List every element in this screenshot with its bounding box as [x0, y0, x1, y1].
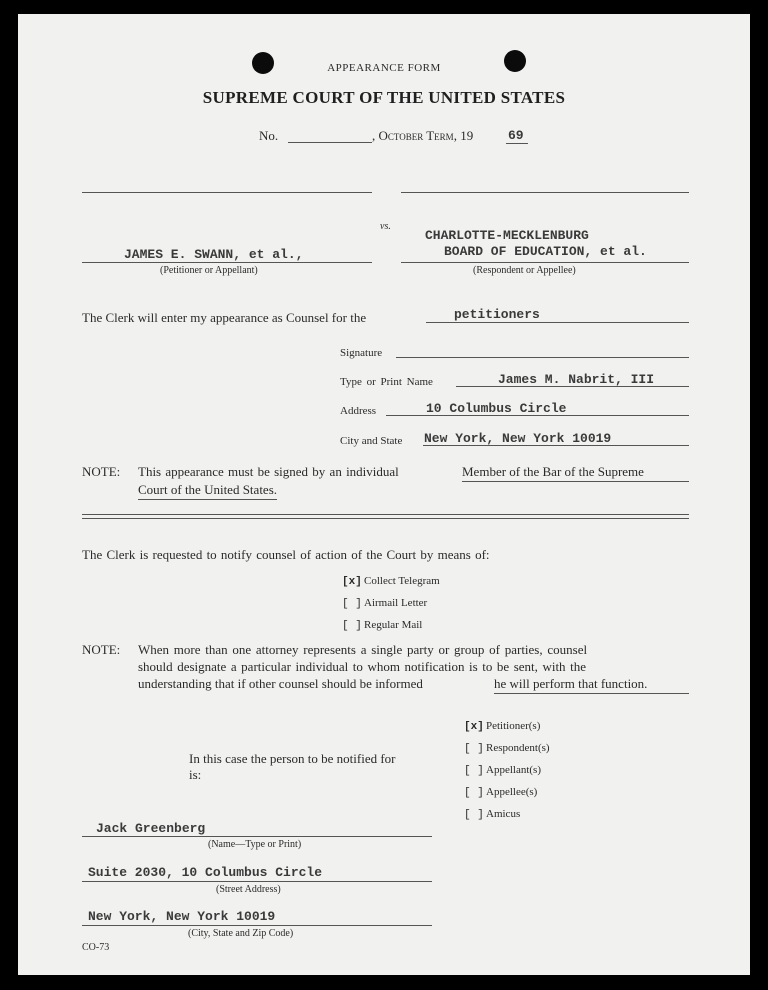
address-label: Address — [340, 405, 377, 417]
signature-line — [396, 357, 689, 358]
print-name-label: Type or Print Name — [340, 376, 433, 388]
petitioner-option-label: Petitioner(s) — [486, 720, 541, 732]
telegram-label: Collect Telegram — [364, 575, 440, 587]
notify-option-regular-mail[interactable] — [342, 613, 422, 632]
address-line — [386, 415, 689, 416]
respondent-name-line — [401, 262, 689, 263]
address-value: 10 Columbus Circle — [426, 401, 567, 416]
notify-intro: The Clerk is requested to notify counsel of action of the Court by means of: — [82, 547, 490, 562]
petitioner-name-line — [82, 262, 372, 263]
note2-line3-b: he will perform that function. — [494, 676, 689, 694]
petitioner-checkbox[interactable]: [x] — [464, 721, 484, 733]
party-option-respondent[interactable] — [464, 736, 550, 755]
term-year: 69 — [508, 128, 524, 143]
document-page — [18, 14, 750, 975]
notified-street-caption: (Street Address) — [216, 884, 281, 895]
respondent-option-label: Respondent(s) — [486, 742, 550, 754]
note2-line1: When more than one attorney represents a single party or group of parties, counsel — [138, 642, 588, 657]
form-title: APPEARANCE FORM — [327, 62, 441, 74]
airmail-label: Airmail Letter — [364, 597, 428, 609]
party-option-appellant[interactable] — [464, 758, 541, 777]
signature-label: Signature — [340, 347, 383, 359]
appellee-option-label: Appellee(s) — [486, 786, 538, 798]
note1-text-a: This appearance must be signed by an individual — [138, 464, 399, 479]
double-rule-bottom — [82, 518, 689, 519]
appellee-checkbox[interactable]: [ ] — [464, 787, 484, 799]
city-state-value: New York, New York 10019 — [424, 431, 612, 446]
note1-text-c: Court of the United States. — [138, 482, 277, 500]
amicus-checkbox[interactable]: [ ] — [464, 809, 484, 821]
note1-text-b: Member of the Bar of the Supreme — [462, 464, 689, 482]
party-prompt-line1: In this case the person to be notified for — [189, 751, 396, 766]
petitioner-name: JAMES E. SWANN, et al., — [124, 247, 304, 262]
airmail-checkbox[interactable]: [ ] — [342, 598, 362, 610]
telegram-checkbox[interactable]: [x] — [342, 576, 362, 588]
notified-name-line — [82, 836, 432, 837]
regular-mail-checkbox[interactable]: [ ] — [342, 620, 362, 632]
notify-option-telegram[interactable] — [342, 569, 440, 588]
notified-city-value: New York, New York 10019 — [88, 909, 276, 924]
respondent-checkbox[interactable]: [ ] — [464, 743, 484, 755]
city-state-label: City and State — [340, 435, 403, 447]
respondent-blank-line — [401, 192, 689, 193]
term-label: , October Term, 19 — [372, 128, 474, 143]
notified-street-value: Suite 2030, 10 Columbus Circle — [88, 865, 323, 880]
respondent-name-line1: CHARLOTTE-MECKLENBURG — [425, 228, 589, 243]
party-option-appellee[interactable] — [464, 780, 537, 799]
counsel-for-value: petitioners — [454, 307, 540, 322]
note2-line2: should designate a particular individual to whom notification is to be sent, with the — [138, 659, 586, 674]
notified-city-line — [82, 925, 432, 926]
party-prompt-line2: is: — [189, 767, 202, 782]
regular-mail-label: Regular Mail — [364, 619, 423, 631]
counsel-for-line — [426, 322, 689, 323]
party-option-amicus[interactable] — [464, 802, 520, 821]
clerk-appearance-text: The Clerk will enter my appearance as Counsel for the — [82, 310, 367, 325]
form-code: CO-73 — [82, 942, 110, 953]
docket-number-line — [288, 142, 372, 143]
notified-name-value: Jack Greenberg — [96, 821, 206, 836]
notify-option-airmail[interactable] — [342, 591, 427, 610]
court-title: SUPREME COURT OF THE UNITED STATES — [202, 88, 566, 107]
notified-city-caption: (City, State and Zip Code) — [188, 928, 294, 939]
notified-name-caption: (Name—Type or Print) — [208, 839, 302, 850]
appellant-checkbox[interactable]: [ ] — [464, 765, 484, 777]
respondent-role-caption: (Respondent or Appellee) — [473, 265, 576, 276]
appellant-option-label: Appellant(s) — [486, 764, 541, 776]
petitioner-role-caption: (Petitioner or Appellant) — [160, 265, 258, 276]
term-year-line — [506, 143, 528, 144]
notified-street-line — [82, 881, 432, 882]
respondent-name-line2: BOARD OF EDUCATION, et al. — [444, 244, 647, 259]
versus-label: vs. — [380, 221, 391, 232]
amicus-option-label: Amicus — [486, 808, 521, 820]
double-rule-top — [82, 514, 689, 515]
note1-label: NOTE: — [82, 464, 121, 479]
party-option-petitioner[interactable] — [464, 714, 540, 733]
docket-number-label: No. — [259, 128, 279, 143]
city-state-line — [423, 445, 689, 446]
note2-label: NOTE: — [82, 642, 121, 657]
note2-line3-a: understanding that if other counsel should be informed — [138, 676, 423, 691]
petitioner-blank-line — [82, 192, 372, 193]
print-name-line — [456, 386, 689, 387]
print-name-value: James M. Nabrit, III — [498, 372, 655, 387]
